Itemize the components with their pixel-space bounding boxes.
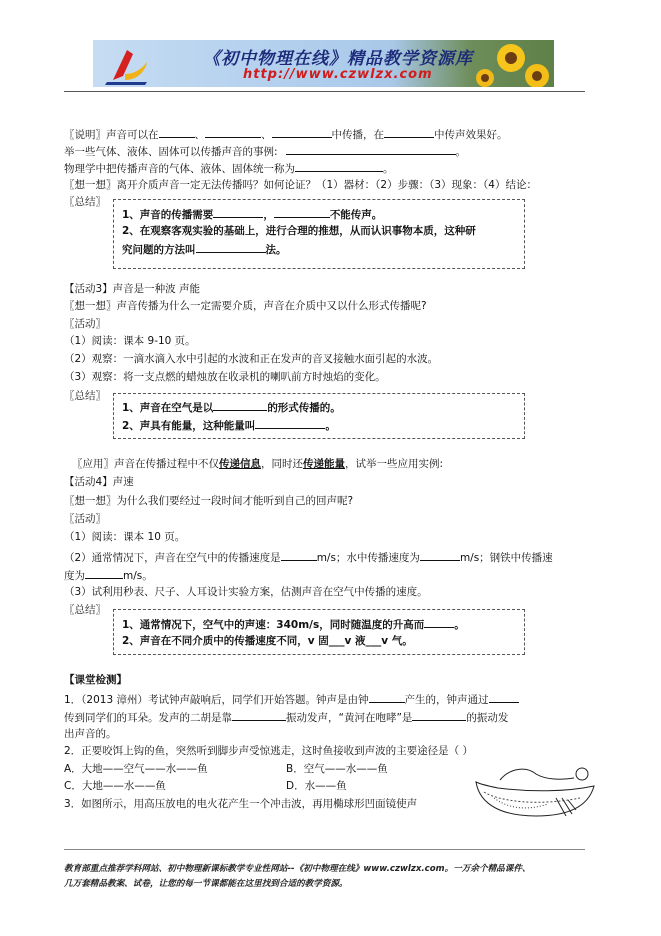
blank <box>369 691 405 703</box>
medium-line <box>64 160 394 176</box>
text: 的振动发 <box>466 712 509 724</box>
text: 不能传声。 <box>329 209 383 221</box>
option-b: B．空气——水——鱼 <box>286 763 388 775</box>
blank <box>424 616 454 628</box>
blank <box>274 206 330 218</box>
blank <box>295 160 383 172</box>
blank <box>255 417 325 429</box>
blank <box>213 399 267 411</box>
think-line: 〖想一想〗离开介质声音一定无法传播吗？如何论证？（1）器材：（2）步骤：（3）现象：（4）结论： <box>64 179 537 191</box>
think-line: 〖想一想〗为什么我们要经过一段时间才能听到自己的回声呢? <box>64 495 354 507</box>
quiz-heading: 【课堂检测】 <box>64 674 127 686</box>
think-line: 〖想一想〗声音传播为什么一定需要介质，声音在介质中又以什么形式传播呢? <box>64 300 427 312</box>
activity-step: （3）观察：将一支点燃的蜡烛放在收录机的喇叭前方时烛焰的变化。 <box>64 371 386 383</box>
summary-item <box>122 399 341 415</box>
text: （2）通常情况下，声音在空气中的传播速度是 <box>64 552 281 564</box>
text: 。 <box>454 619 465 631</box>
text: 产生的，钟声通过 <box>404 694 489 706</box>
text: 度为 <box>64 570 85 582</box>
option-c: C．大地——水——鱼 <box>64 780 166 792</box>
activity3-heading: 【活动3】声音是一种波 声能 <box>64 283 201 295</box>
blank <box>213 206 263 218</box>
text: 法。 <box>265 244 287 256</box>
text: 〖应用〗声音在传播过程中不仅 <box>72 458 219 470</box>
text: 1、通常情况下，空气中的声速：340m/s，同时随温度的升高而 <box>122 619 425 631</box>
text: 。 <box>455 146 467 158</box>
option-a: A．大地——空气——水——鱼 <box>64 763 208 775</box>
footer-text: 教育部重点推荐学科网站、初中物理新课标教学专业性网站--《初中物理在线》www.czwlzx.com。一万余个精品课件、 <box>64 864 531 874</box>
blank <box>412 709 466 721</box>
text: 传递能量 <box>303 458 345 470</box>
summary-item: 2、在观察客观实验的基础上，进行合理的推想，从而认识事物本质，这种研 <box>122 225 476 237</box>
footer-divider <box>64 849 585 850</box>
text: 1、声音的传播需要 <box>122 209 214 221</box>
text: 〖说明〗声音可以在 <box>64 129 159 141</box>
blank <box>489 691 519 703</box>
activity4-heading: 【活动4】声速 <box>64 476 134 488</box>
question-1 <box>64 691 519 707</box>
activity-step: （3）试利用秒表、尺子、人耳设计实验方案，估测声音在空气中传播的速度。 <box>64 586 428 598</box>
question-2: 2．正要咬饵上钩的鱼，突然听到脚步声受惊逃走，这时鱼接收到声波的主要途径是（ ） <box>64 745 474 757</box>
blank <box>384 126 434 138</box>
text: m/s；钢铁中传播速 <box>459 552 553 564</box>
activity-step <box>64 567 153 583</box>
blank <box>420 549 460 561</box>
question-1-end: 出声音的。 <box>64 728 117 740</box>
text: 1、声音在空气是以 <box>122 402 214 414</box>
blank <box>286 143 456 155</box>
text: 究问题的方法叫 <box>122 244 196 256</box>
summary-label: 〖总结〗 <box>64 390 106 402</box>
text: 传递信息 <box>219 458 261 470</box>
text: ， <box>263 209 274 221</box>
note-line <box>64 126 508 142</box>
application-line <box>72 457 443 471</box>
summary-item <box>122 417 336 433</box>
text: m/s；水中传播速度为 <box>316 552 420 564</box>
summary-item: 2、声音在不同介质中的传播速度不同，v 固___v 液___v 气。 <box>122 635 413 647</box>
text: 。 <box>325 420 336 432</box>
header-divider <box>64 91 585 92</box>
option-d: D．水——鱼 <box>286 780 347 792</box>
activity-step: （1）阅读：课本 9-10 页。 <box>64 335 196 347</box>
text: 中传声效果好。 <box>434 129 508 141</box>
examples-line <box>64 143 466 159</box>
text: 、 <box>261 129 272 141</box>
summary-item <box>122 616 465 632</box>
blank <box>281 549 317 561</box>
text: m/s。 <box>123 570 153 582</box>
activity-step: （2）观察：一滴水滴入水中引起的水波和正在发声的音叉接触水面引起的水波。 <box>64 353 439 365</box>
blank <box>159 126 195 138</box>
question-1-cont <box>64 709 508 725</box>
blank <box>85 567 123 579</box>
activity-label: 〖活动〗 <box>64 318 106 330</box>
sunflower-icon <box>476 44 549 87</box>
blank <box>196 241 266 253</box>
text: 2、声具有能量，这种能量叫 <box>122 420 256 432</box>
text: ，试举一些应用实例: <box>345 458 444 470</box>
text: 1．（2013 漳州）考试钟声敲响后，同学们开始答题。钟声是由钟 <box>64 694 369 706</box>
logo-icon <box>105 50 147 85</box>
text: 传到同学们的耳朵。发声的二胡是靠 <box>64 712 232 724</box>
text: 。 <box>383 163 394 175</box>
banner-url[interactable]: http://www.czwlzx.com <box>243 67 433 82</box>
question-3: 3．如图所示，用高压放电的电火花产生一个冲击波，再用椭球形凹面镜使声 <box>64 798 418 810</box>
text: 物理学中把传播声音的气体、液体、固体统一称为 <box>64 163 295 175</box>
text: 的形式传播的。 <box>267 402 341 414</box>
site-banner <box>93 40 554 87</box>
blank <box>205 126 261 138</box>
blank <box>232 709 286 721</box>
text: 、 <box>194 129 205 141</box>
summary-label: 〖总结〗 <box>64 196 106 208</box>
summary-item <box>122 206 382 222</box>
activity-step <box>64 549 553 565</box>
activity-step: （1）阅读：课本 10 页。 <box>64 531 186 543</box>
summary-label: 〖总结〗 <box>64 604 106 616</box>
text: 举一些气体、液体、固体可以传播声音的事例: <box>64 146 278 158</box>
blank <box>272 126 332 138</box>
summary-item <box>122 241 287 257</box>
banner-title: 《初中物理在线》精品教学资源库 <box>203 49 473 69</box>
footer-text: 几万套精品教案、试卷，让您的每一节课都能在这里找到合适的教学资源。 <box>64 879 348 889</box>
text: ，同时还 <box>261 458 303 470</box>
activity-label: 〖活动〗 <box>64 513 106 525</box>
bathtub-figure <box>470 758 598 820</box>
text: 振动发声，“黄河在咆哮”是 <box>286 712 413 724</box>
text: 中传播，在 <box>331 129 384 141</box>
